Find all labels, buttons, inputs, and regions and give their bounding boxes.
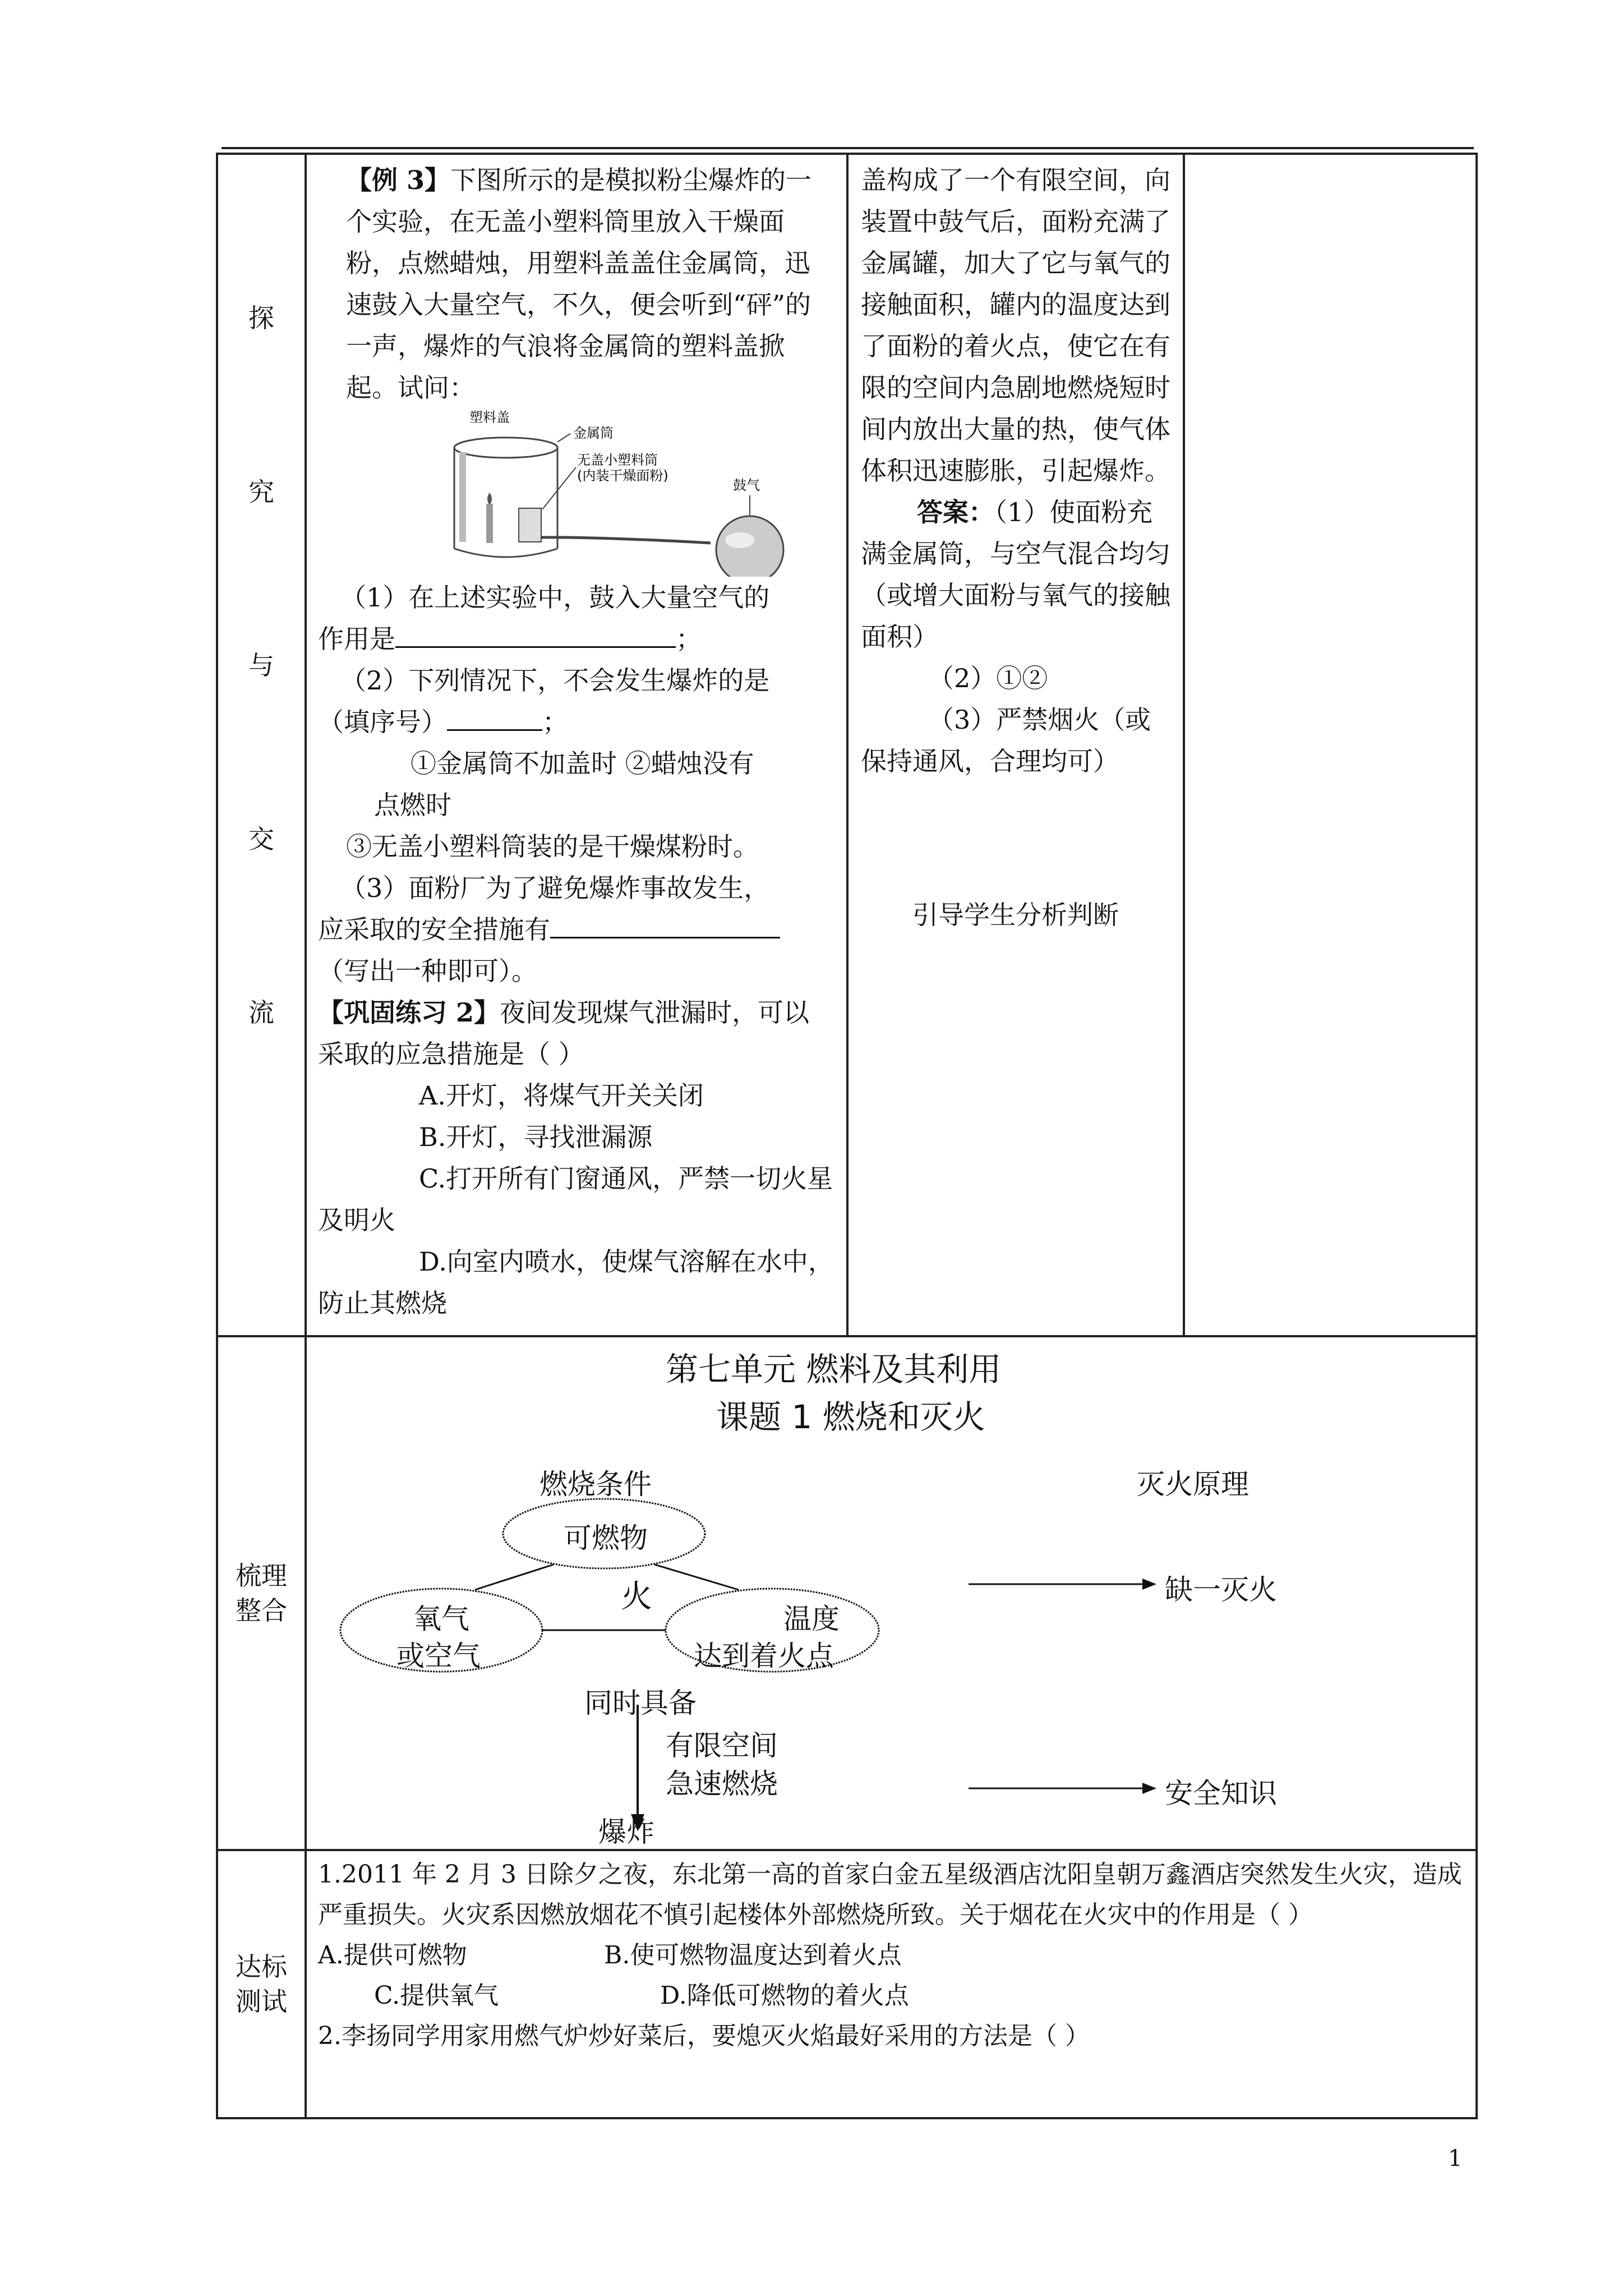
label-lid: 塑料盖 xyxy=(469,409,510,425)
concept-map xyxy=(307,1337,1476,1849)
practice2-option-c: C.打开所有门窗通风，严禁一切火星及明火 xyxy=(318,1163,833,1235)
q1-line2: 作用是 ； xyxy=(318,618,835,660)
answer-blank[interactable] xyxy=(447,701,542,731)
dust-explosion-figure xyxy=(318,408,835,577)
practice2-stem: 【巩固练习 2】夜间发现煤气泄漏时，可以采取的应急措施是（ ） xyxy=(318,997,810,1069)
node-fuel: 可燃物 xyxy=(564,1522,648,1554)
node-oxygen-or-air: 或空气 xyxy=(396,1640,481,1672)
safety-knowledge-label: 安全知识 xyxy=(1165,1777,1277,1810)
extinguish-principle-label: 灭火原理 xyxy=(1137,1468,1249,1501)
label-cup: 无盖小塑料筒 xyxy=(577,452,658,468)
analysis-text: 盖构成了一个有限空间，向装置中鼓气后，面粉充满了金属罐，加大了它与氧气的接触面积，罐内的温度达到了面粉的着火点，使它在有限的空间内急剧地燃烧短时间内放出大量的热，使气体体积迅速膨胀，引起爆炸。 xyxy=(861,165,1170,486)
notes-cell xyxy=(1184,154,1477,1336)
answer-3: （3）严禁烟火（或保持通风，合理均可） xyxy=(861,705,1151,776)
page-number: 1 xyxy=(1448,2146,1463,2171)
practice2-option-a: A.开灯，将煤气开关关闭 xyxy=(419,1080,704,1111)
q2-options-line2: ③无盖小塑料筒装的是干燥煤粉时。 xyxy=(346,831,759,862)
summary-row xyxy=(217,1336,1477,1850)
rapid-combustion-label: 急速燃烧 xyxy=(666,1768,778,1800)
practice2-option-d: D.向室内喷水，使煤气溶解在水中，防止其燃烧 xyxy=(318,1246,834,1318)
header-rule xyxy=(222,147,1474,149)
test-cell xyxy=(306,1850,1477,2118)
answer-2: （2）①② xyxy=(928,663,1048,693)
explore-section-cell xyxy=(217,154,306,1336)
together-label: 同时具备 xyxy=(584,1687,697,1719)
section-char: 与 xyxy=(248,650,274,680)
label-can: 金属筒 xyxy=(573,425,614,441)
lesson-title: 课题 1 燃烧和灭火 xyxy=(716,1398,985,1436)
test-row xyxy=(217,1850,1477,2118)
q3-line2: 应采取的安全措施有 xyxy=(318,909,835,950)
test-question-1-options-cd xyxy=(318,1976,1464,2016)
node-fire: 火 xyxy=(621,1579,652,1615)
practice2-title: 【巩固练习 2】 xyxy=(318,997,500,1028)
q2-line2: （填序号） ； xyxy=(318,701,835,743)
explosion-label: 爆炸 xyxy=(598,1816,654,1848)
answer-blank[interactable] xyxy=(550,909,780,938)
section-char: 究 xyxy=(248,476,274,507)
test-question-2: 2.李扬同学用家用燃气炉炒好菜后，要熄灭火焰最好采用的方法是（ ） xyxy=(318,2022,1090,2050)
q1-line1: （1）在上述实验中，鼓入大量空气的 xyxy=(340,582,770,613)
example3-intro: 【例 3】下图所示的是模拟粉尘爆炸的一个实验，在无盖小塑料筒里放入干燥面粉，点燃蜡烛，用塑料盖盖住金属筒，迅速鼓入大量空气，不久，便会听到“砰”的一声，爆炸的气浪将金属筒的塑料盖掀起。试问： xyxy=(346,165,812,403)
example3-title: 【例 3】 xyxy=(346,165,451,195)
lack-one-label: 缺一灭火 xyxy=(1165,1573,1277,1606)
test-question-1: 1.2011 年 2 月 3 日除夕之夜，东北第一高的首家白金五星级酒店沈阳皇朝万鑫酒店突然发生火灾，造成严重损失。火灾系因燃放烟花不慎引起楼体外部燃烧所致。关于烟花在火灾中的作用是（ ） xyxy=(318,1860,1462,1929)
q3-line1: （3）面粉厂为了避免爆炸事故发生， xyxy=(340,873,770,903)
answer-line: 答案：（1）使面粉充满金属筒，与空气混合均匀（或增大面粉与氧气的接触面积） xyxy=(861,497,1170,652)
q3-line3: （写出一种即可）。 xyxy=(318,956,537,986)
explore-row xyxy=(217,154,1477,1336)
section-char: 流 xyxy=(248,997,274,1028)
label-cup-content: (内装干燥面粉) xyxy=(577,468,668,484)
option-c: C.提供氧气 xyxy=(374,1981,499,2010)
q2-line1: （2）下列情况下，不会发生爆炸的是 xyxy=(340,665,770,696)
label-pump: 鼓气 xyxy=(733,477,760,493)
summary-section-cell: 梳理整合 xyxy=(217,1336,306,1850)
apparatus-diagram xyxy=(318,408,834,577)
section-char: 探 xyxy=(248,303,274,333)
node-ignition-point: 达到着火点 xyxy=(694,1640,834,1672)
q2-options-line1b: 点燃时 xyxy=(374,790,451,820)
answer-blank[interactable] xyxy=(395,618,676,648)
exercise-cell xyxy=(306,154,847,1336)
concept-map-cell xyxy=(306,1336,1477,1850)
practice2-option-b: B.开灯，寻找泄漏源 xyxy=(419,1122,653,1152)
test-question-1-options-ab xyxy=(318,1935,1464,1976)
q2-options-line1: ①金属筒不加盖时 ②蜡烛没有 xyxy=(411,748,754,779)
lesson-table xyxy=(216,153,1478,2119)
answer-label: 答案： xyxy=(917,497,994,527)
combustion-conditions-label: 燃烧条件 xyxy=(540,1468,652,1501)
node-temperature: 温度 xyxy=(783,1603,840,1635)
test-section-cell: 达标测试 xyxy=(217,1850,306,2118)
option-a: A.提供可燃物 xyxy=(318,1941,467,1970)
node-oxygen: 氧气 xyxy=(413,1603,469,1635)
limited-space-label: 有限空间 xyxy=(666,1729,778,1762)
analysis-cell xyxy=(847,154,1184,1336)
option-b: B.使可燃物温度达到着火点 xyxy=(604,1941,902,1970)
unit-title: 第七单元 燃料及其利用 xyxy=(666,1350,1002,1388)
section-char: 交 xyxy=(248,823,274,854)
option-d: D.降低可燃物的着火点 xyxy=(660,1981,909,2010)
guide-text: 引导学生分析判断 xyxy=(912,900,1119,930)
